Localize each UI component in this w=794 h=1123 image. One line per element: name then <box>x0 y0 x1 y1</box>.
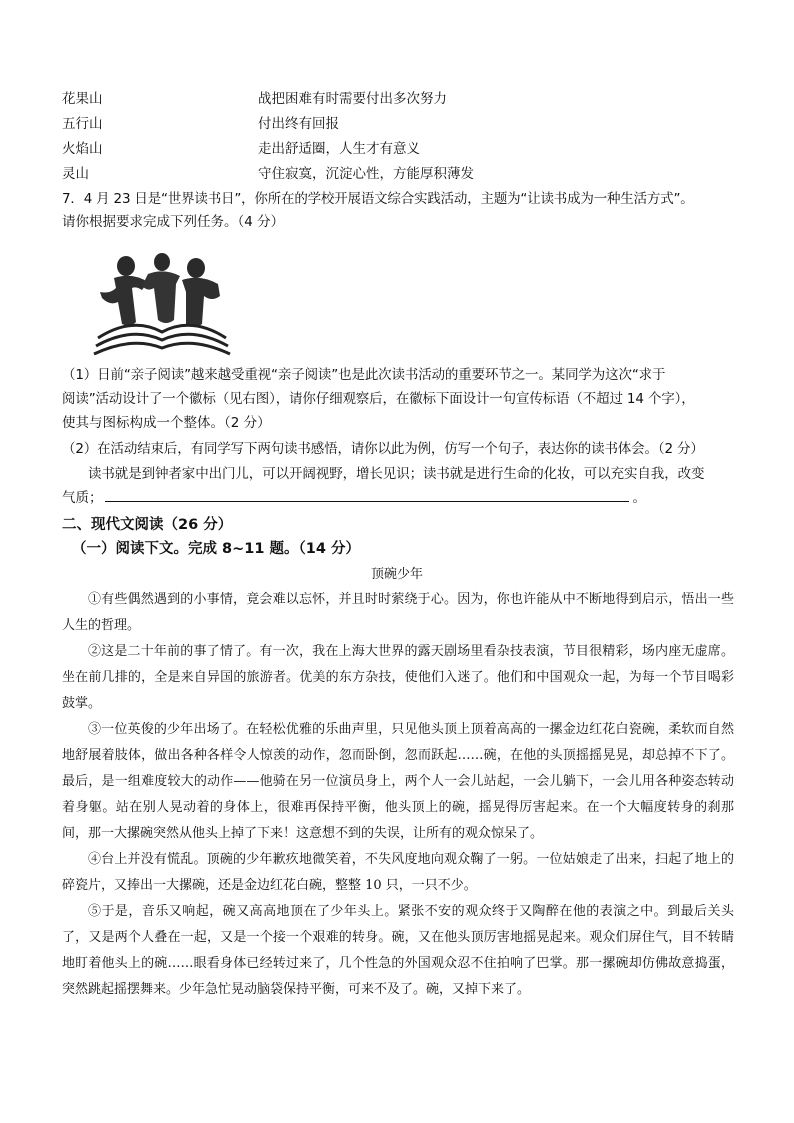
story-paragraph: ②这是二十年前的事了情了。有一次，我在上海大世界的露天剧场里看杂技表演，节目很精彩，场内座无虚席。坐在前几排的，全是来自异国的旅游者。优美的东方杂技，使他们入迷了。他们和中国观众一起，为每一个节目喝彩鼓掌。 <box>62 644 734 711</box>
question-7-line-2: 请你根据要求完成下列任务。（4 分） <box>62 214 285 230</box>
answer-blank[interactable] <box>105 487 629 502</box>
match-place: 火焰山 <box>62 141 103 157</box>
match-place: 灵山 <box>62 166 89 182</box>
task-1-line-3: 使其与图标构成一个整体。（2 分） <box>62 415 271 431</box>
section-title: 二、现代文阅读（26 分） <box>62 517 233 533</box>
part-title: （一）阅读下文。完成 8~11 题。（14 分） <box>72 541 360 557</box>
reading-logo-icon <box>92 252 232 356</box>
task-2-end: 。 <box>632 490 646 506</box>
task-1-line-1: （1）日前“亲子阅读”越来越受重视“亲子阅读”也是此次读书活动的重要环节之一。某同学为这次“求于 <box>62 367 666 383</box>
match-place: 五行山 <box>62 116 103 132</box>
story-paragraph: ①有些偶然遇到的小事情，竟会难以忘怀，并且时时萦绕于心。因为，你也许能从中不断地得到启示，悟出一些人生的哲理。 <box>62 592 734 633</box>
match-meaning: 付出终有回报 <box>258 116 339 132</box>
story-paragraph: ③一位英俊的少年出场了。在轻松优雅的乐曲声里，只见他头顶上顶着高高的一摞金边红花白瓷碗，柔软而自然地舒展着肢体，做出各种各样令人惊羡的动作，忽而卧倒，忽而跃起……碗，在他的头顶摇摇晃晃，却总掉不下了。最后，是一组难度较大的动作——他骑在另一位演员身上，两个人一会儿站起，一会儿躺下，一会儿用各种姿态转动着身躯。站在别人晃动着的身体上，很难再保持平衡，他头顶上的碗，摇晃得厉害起来。在一个大幅度转身的刹那间，那一大摞碗突然从他头上掉了下来！这意想不到的失误，让所有的观众惊呆了。 <box>62 722 734 841</box>
story-paragraph: ⑤于是，音乐又响起，碗又高高地顶在了少年头上。紧张不安的观众终于又陶醉在他的表演之中。到最后关头了，又是两个人叠在一起，又是一个接一个艰难的转身。碗，又在他头顶厉害地摇晃起来。观众们屏住气，目不转睛地盯着他头上的碗……眼看身体已经转过来了，几个性急的外国观众忍不住拍响了巴掌。那一摞碗却仿佛故意捣蛋，突然跳起摇摆舞来。少年急忙晃动脑袋保持平衡，可来不及了。碗，又掉下来了。 <box>62 904 734 997</box>
story-paragraph: ④台上并没有慌乱。顶碗的少年歉疚地微笑着，不失风度地向观众鞠了一躬。一位姑娘走了出来，扫起了地上的碎瓷片，又捧出一大摞碗，还是金边红花白碗，整整 10 只，一只不少。 <box>62 852 734 893</box>
match-place: 花果山 <box>62 91 103 107</box>
task-2-answer-row <box>62 487 734 510</box>
match-meaning: 战把困难有时需要付出多次努力 <box>258 91 447 107</box>
task-2-example: 读书就是到钟者家中出门儿，可以开阔视野，增长见识；读书就是进行生命的化妆，可以充实自我，改变 <box>88 466 705 482</box>
task-1-line-2: 阅读”活动设计了一个徽标（见右图），请你仔细观察后，在徽标下面设计一句宣传标语（不超过 14 个字）， <box>62 391 695 407</box>
match-meaning: 守住寂寞，沉淀心性，方能厚积薄发 <box>258 166 474 182</box>
task-2-line-1: （2）在活动结束后，有同学写下两句读书感悟，请你以此为例，仿写一个句子，表达你的读书体会。（2 分） <box>62 441 704 457</box>
story-body <box>62 587 734 1003</box>
task-2-prefix: 气质； <box>62 490 103 506</box>
match-meaning: 走出舒适圈，人生才有意义 <box>258 141 420 157</box>
story-title: 顶碗少年 <box>370 567 423 582</box>
question-7-line-1: 7．4 月 23 日是“世界读书日”，你所在的学校开展语文综合实践活动，主题为“让读书成为一种生活方式”。 <box>62 191 694 207</box>
